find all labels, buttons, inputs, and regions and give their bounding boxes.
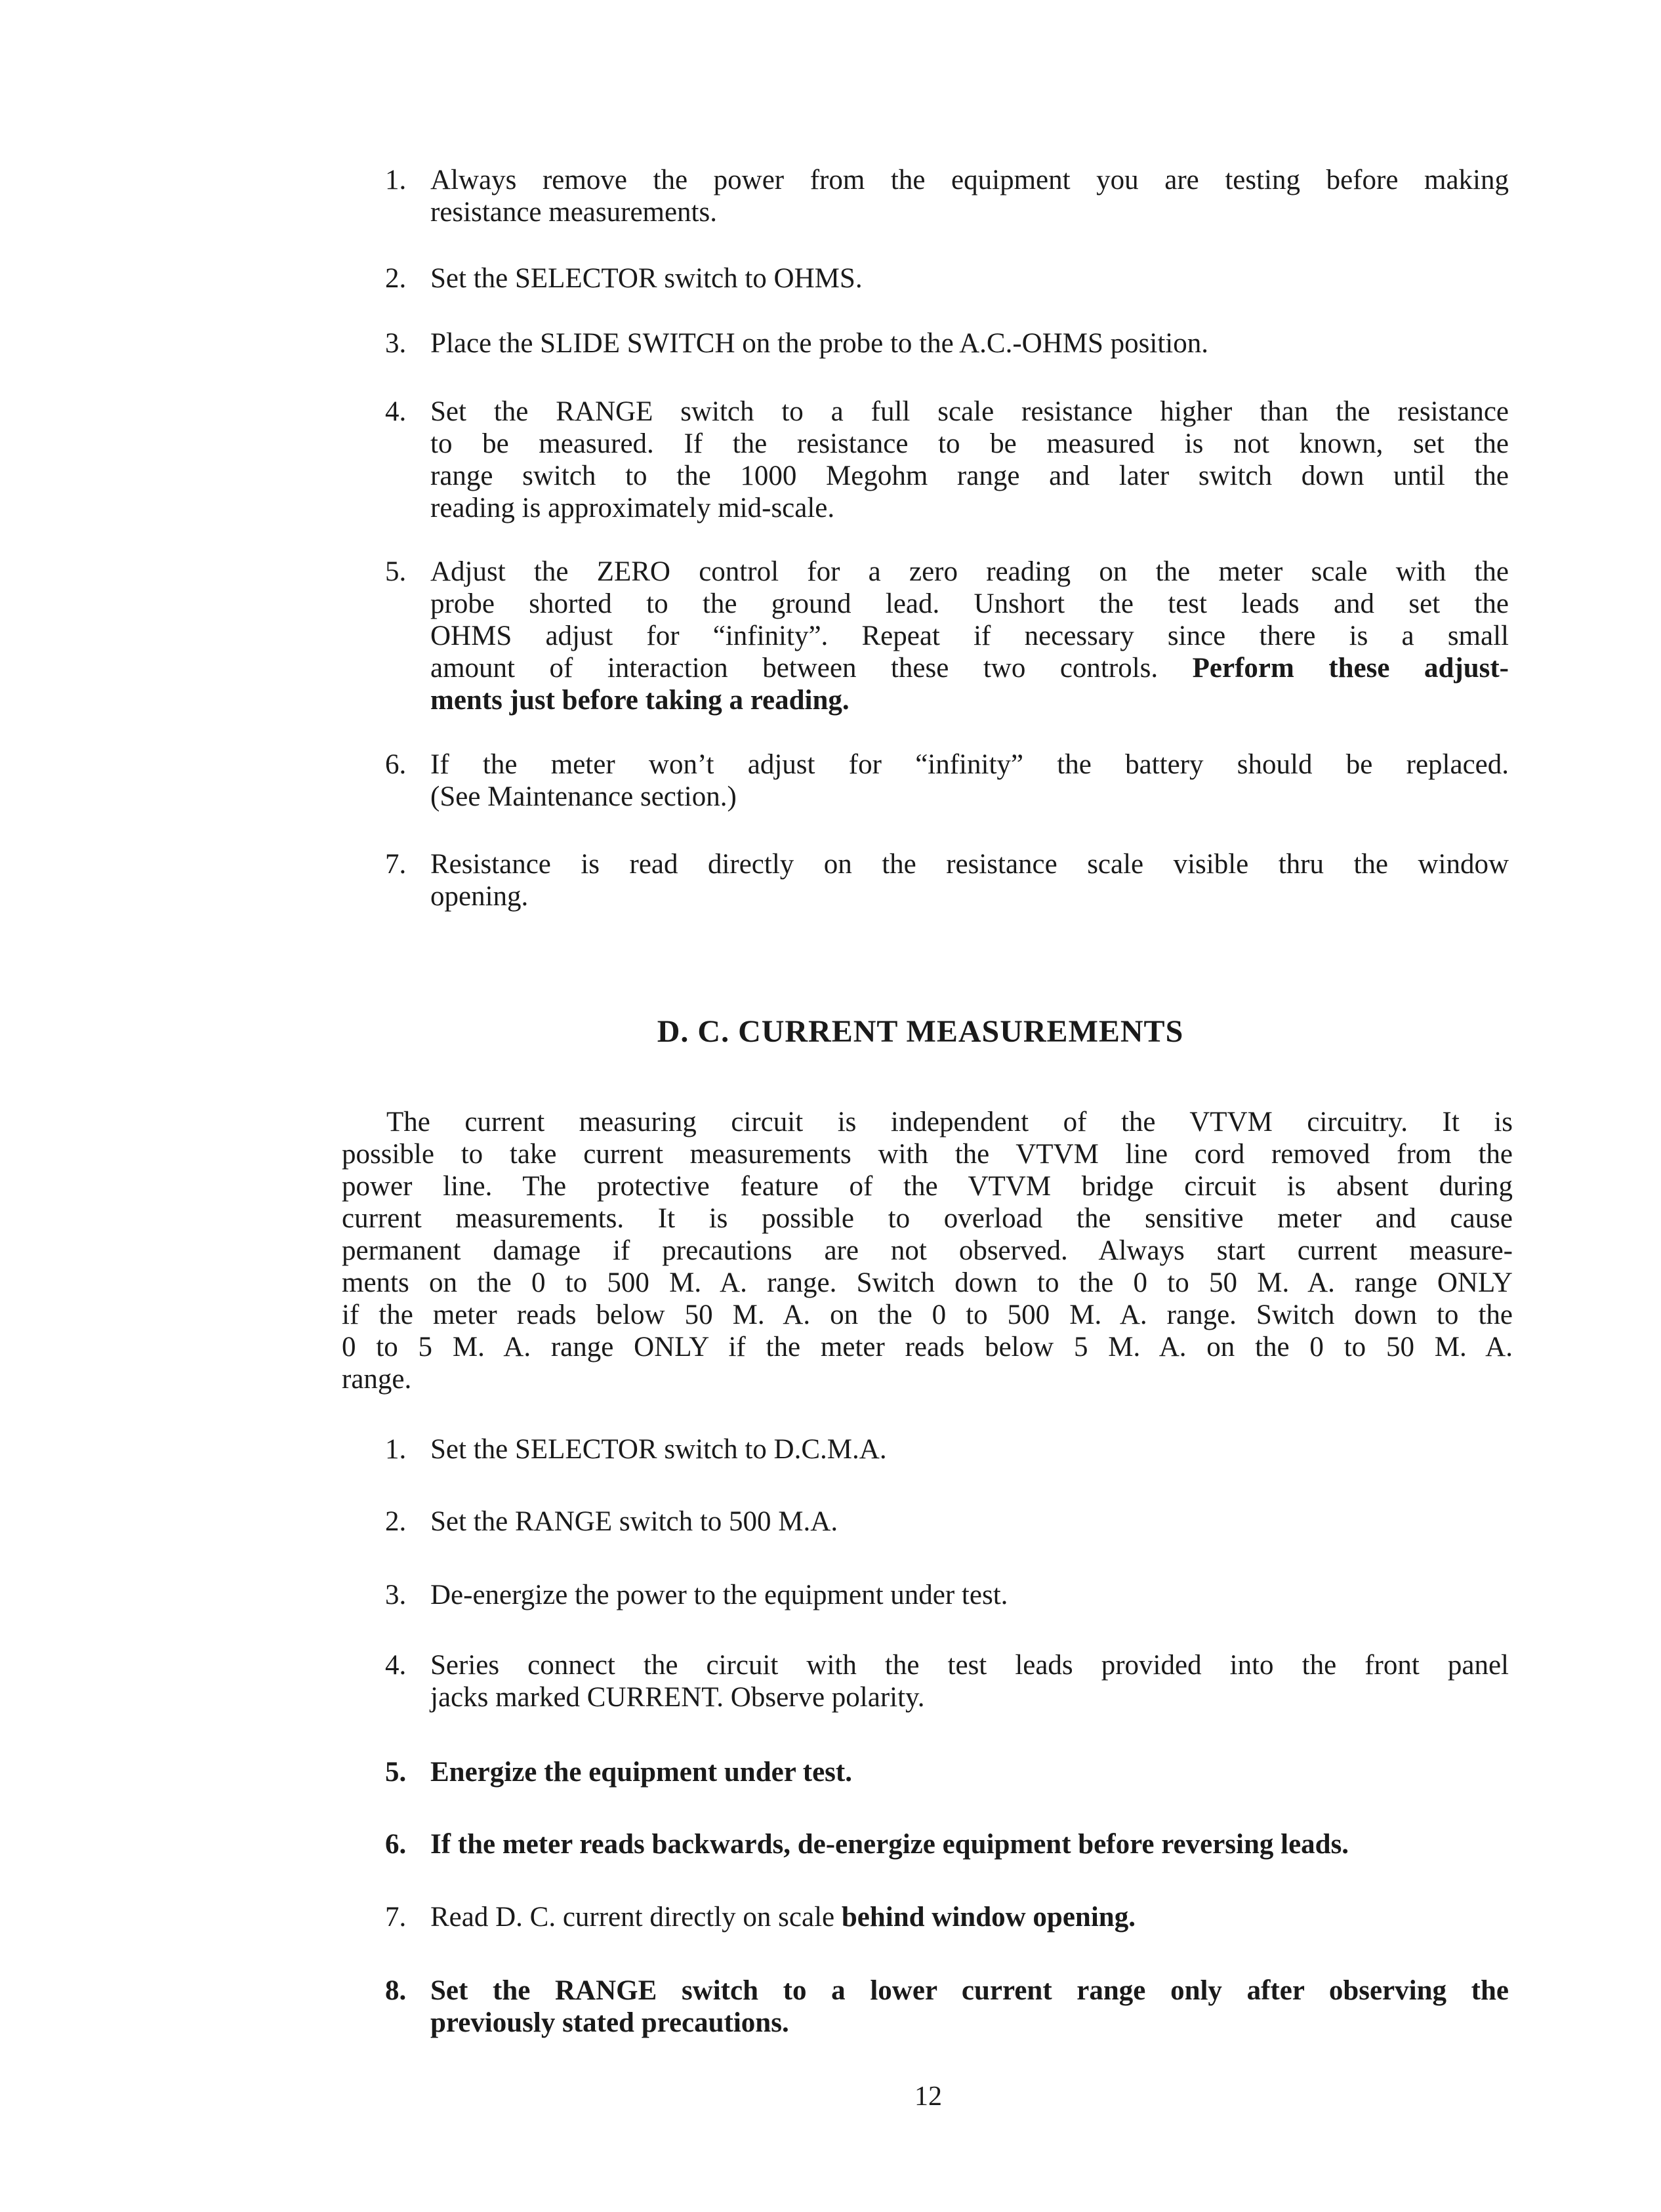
item-number: 5. — [385, 1757, 407, 1788]
text-line — [430, 684, 1509, 716]
text-line: opening. — [430, 881, 529, 912]
item-number: 1. — [385, 1434, 407, 1465]
text-line: De-energize the power to the equipment under test. — [430, 1580, 1008, 1610]
page-number: 12 — [914, 2081, 942, 2112]
text-line: power line. The protective feature of the VTVM bridge circuit is absent during — [342, 1171, 1513, 1202]
text-line — [430, 1975, 1509, 2007]
item-number: 4. — [385, 396, 407, 427]
text-line: Set the SELECTOR switch to D.C.M.A. — [430, 1434, 887, 1465]
text-line — [430, 1901, 1509, 1933]
item-number: 8. — [385, 1975, 407, 2006]
item-text — [430, 396, 1509, 524]
text-line: Series connect the circuit with the test leads provided into the front panel — [430, 1650, 1509, 1681]
item-number: 1. — [385, 165, 407, 195]
item-text — [430, 262, 1509, 295]
text-line: Set the RANGE switch to 500 M.A. — [430, 1506, 838, 1537]
text-line — [430, 1756, 1509, 1788]
item-number: 3. — [385, 1580, 407, 1610]
text-line: Set the RANGE switch to a full scale resistance higher than the resistance — [430, 396, 1509, 427]
item-text — [430, 1579, 1509, 1611]
item-number: 6. — [385, 1829, 407, 1860]
text-line — [430, 1828, 1509, 1860]
text-line: OHMS adjust for “infinity”. Repeat if necessary since there is a small — [430, 621, 1509, 651]
text-line: If the meter won’t adjust for “infinity” the battery should be replaced. — [430, 749, 1509, 780]
text-line: reading is approximately mid-scale. — [430, 493, 835, 523]
text-line — [430, 2007, 1509, 2039]
text-line: Set the SELECTOR switch to OHMS. — [430, 263, 863, 294]
text-line: 0 to 5 M. A. range ONLY if the meter reads below 5 M. A. on the 0 to 50 M. A. — [342, 1332, 1513, 1362]
text-line: The current measuring circuit is independent of the VTVM circuitry. It is — [386, 1107, 1513, 1137]
bold-text: Energize the equipment under test. — [430, 1757, 852, 1788]
text-line: current measurements. It is possible to overload the sensitive meter and cause — [342, 1203, 1513, 1234]
item-text — [430, 748, 1509, 813]
text-line: ments on the 0 to 500 M. A. range. Switch down to the 0 to 50 M. A. range ONLY — [342, 1267, 1513, 1298]
item-text — [430, 556, 1509, 716]
text-line: Place the SLIDE SWITCH on the probe to the A.C.-OHMS position. — [430, 328, 1208, 359]
item-text — [430, 1505, 1509, 1538]
item-text — [430, 1975, 1509, 2039]
item-number: 6. — [385, 749, 407, 780]
text-line: Adjust the ZERO control for a zero reading on the meter scale with the — [430, 556, 1509, 587]
bold-text: previously stated precautions. — [430, 2007, 789, 2038]
text-line: if the meter reads below 50 M. A. on the 0 to 500 M. A. range. Switch down to the — [342, 1300, 1513, 1330]
intro-paragraph — [342, 1106, 1513, 1395]
item-number: 5. — [385, 556, 407, 587]
item-text — [430, 327, 1509, 359]
text-line: permanent damage if precautions are not observed. Always start current measure- — [342, 1235, 1513, 1266]
text-run: Read D. C. current directly on scale — [430, 1902, 842, 1933]
item-number: 7. — [385, 1902, 407, 1933]
item-number: 4. — [385, 1650, 407, 1681]
text-line: Resistance is read directly on the resistance scale visible thru the window — [430, 849, 1509, 880]
item-text — [430, 164, 1509, 228]
section-heading: D. C. CURRENT MEASUREMENTS — [657, 1014, 1184, 1049]
text-line: range. — [342, 1364, 412, 1395]
bold-text: Perform these adjust- — [1192, 653, 1509, 684]
text-line: jacks marked CURRENT. Observe polarity. — [430, 1682, 925, 1713]
bold-text: behind window opening. — [841, 1902, 1136, 1933]
text-line: resistance measurements. — [430, 197, 717, 228]
item-text — [430, 848, 1509, 912]
text-line: range switch to the 1000 Megohm range and later switch down until the — [430, 461, 1509, 491]
text-line — [430, 652, 1509, 684]
text-line: possible to take current measurements with the VTVM line cord removed from the — [342, 1139, 1513, 1170]
item-number: 2. — [385, 263, 407, 294]
item-text — [430, 1649, 1509, 1713]
item-text — [430, 1433, 1509, 1465]
text-line: (See Maintenance section.) — [430, 781, 737, 812]
text-line: Always remove the power from the equipment you are testing before making — [430, 165, 1509, 195]
item-text — [430, 1901, 1509, 1933]
text-run: amount of interaction between these two controls. — [430, 653, 1193, 684]
item-text — [430, 1756, 1509, 1788]
bold-text: If the meter reads backwards, de-energize equipment before reversing leads. — [430, 1829, 1349, 1860]
item-number: 3. — [385, 328, 407, 359]
bold-text: ments just before taking a reading. — [430, 685, 850, 716]
bold-text: Set the RANGE switch to a lower current range only after observing the — [430, 1975, 1509, 2006]
text-line: to be measured. If the resistance to be measured is not known, set the — [430, 428, 1509, 459]
text-line: probe shorted to the ground lead. Unshort the test leads and set the — [430, 588, 1509, 619]
item-number: 7. — [385, 849, 407, 880]
item-text — [430, 1828, 1509, 1860]
item-number: 2. — [385, 1506, 407, 1537]
